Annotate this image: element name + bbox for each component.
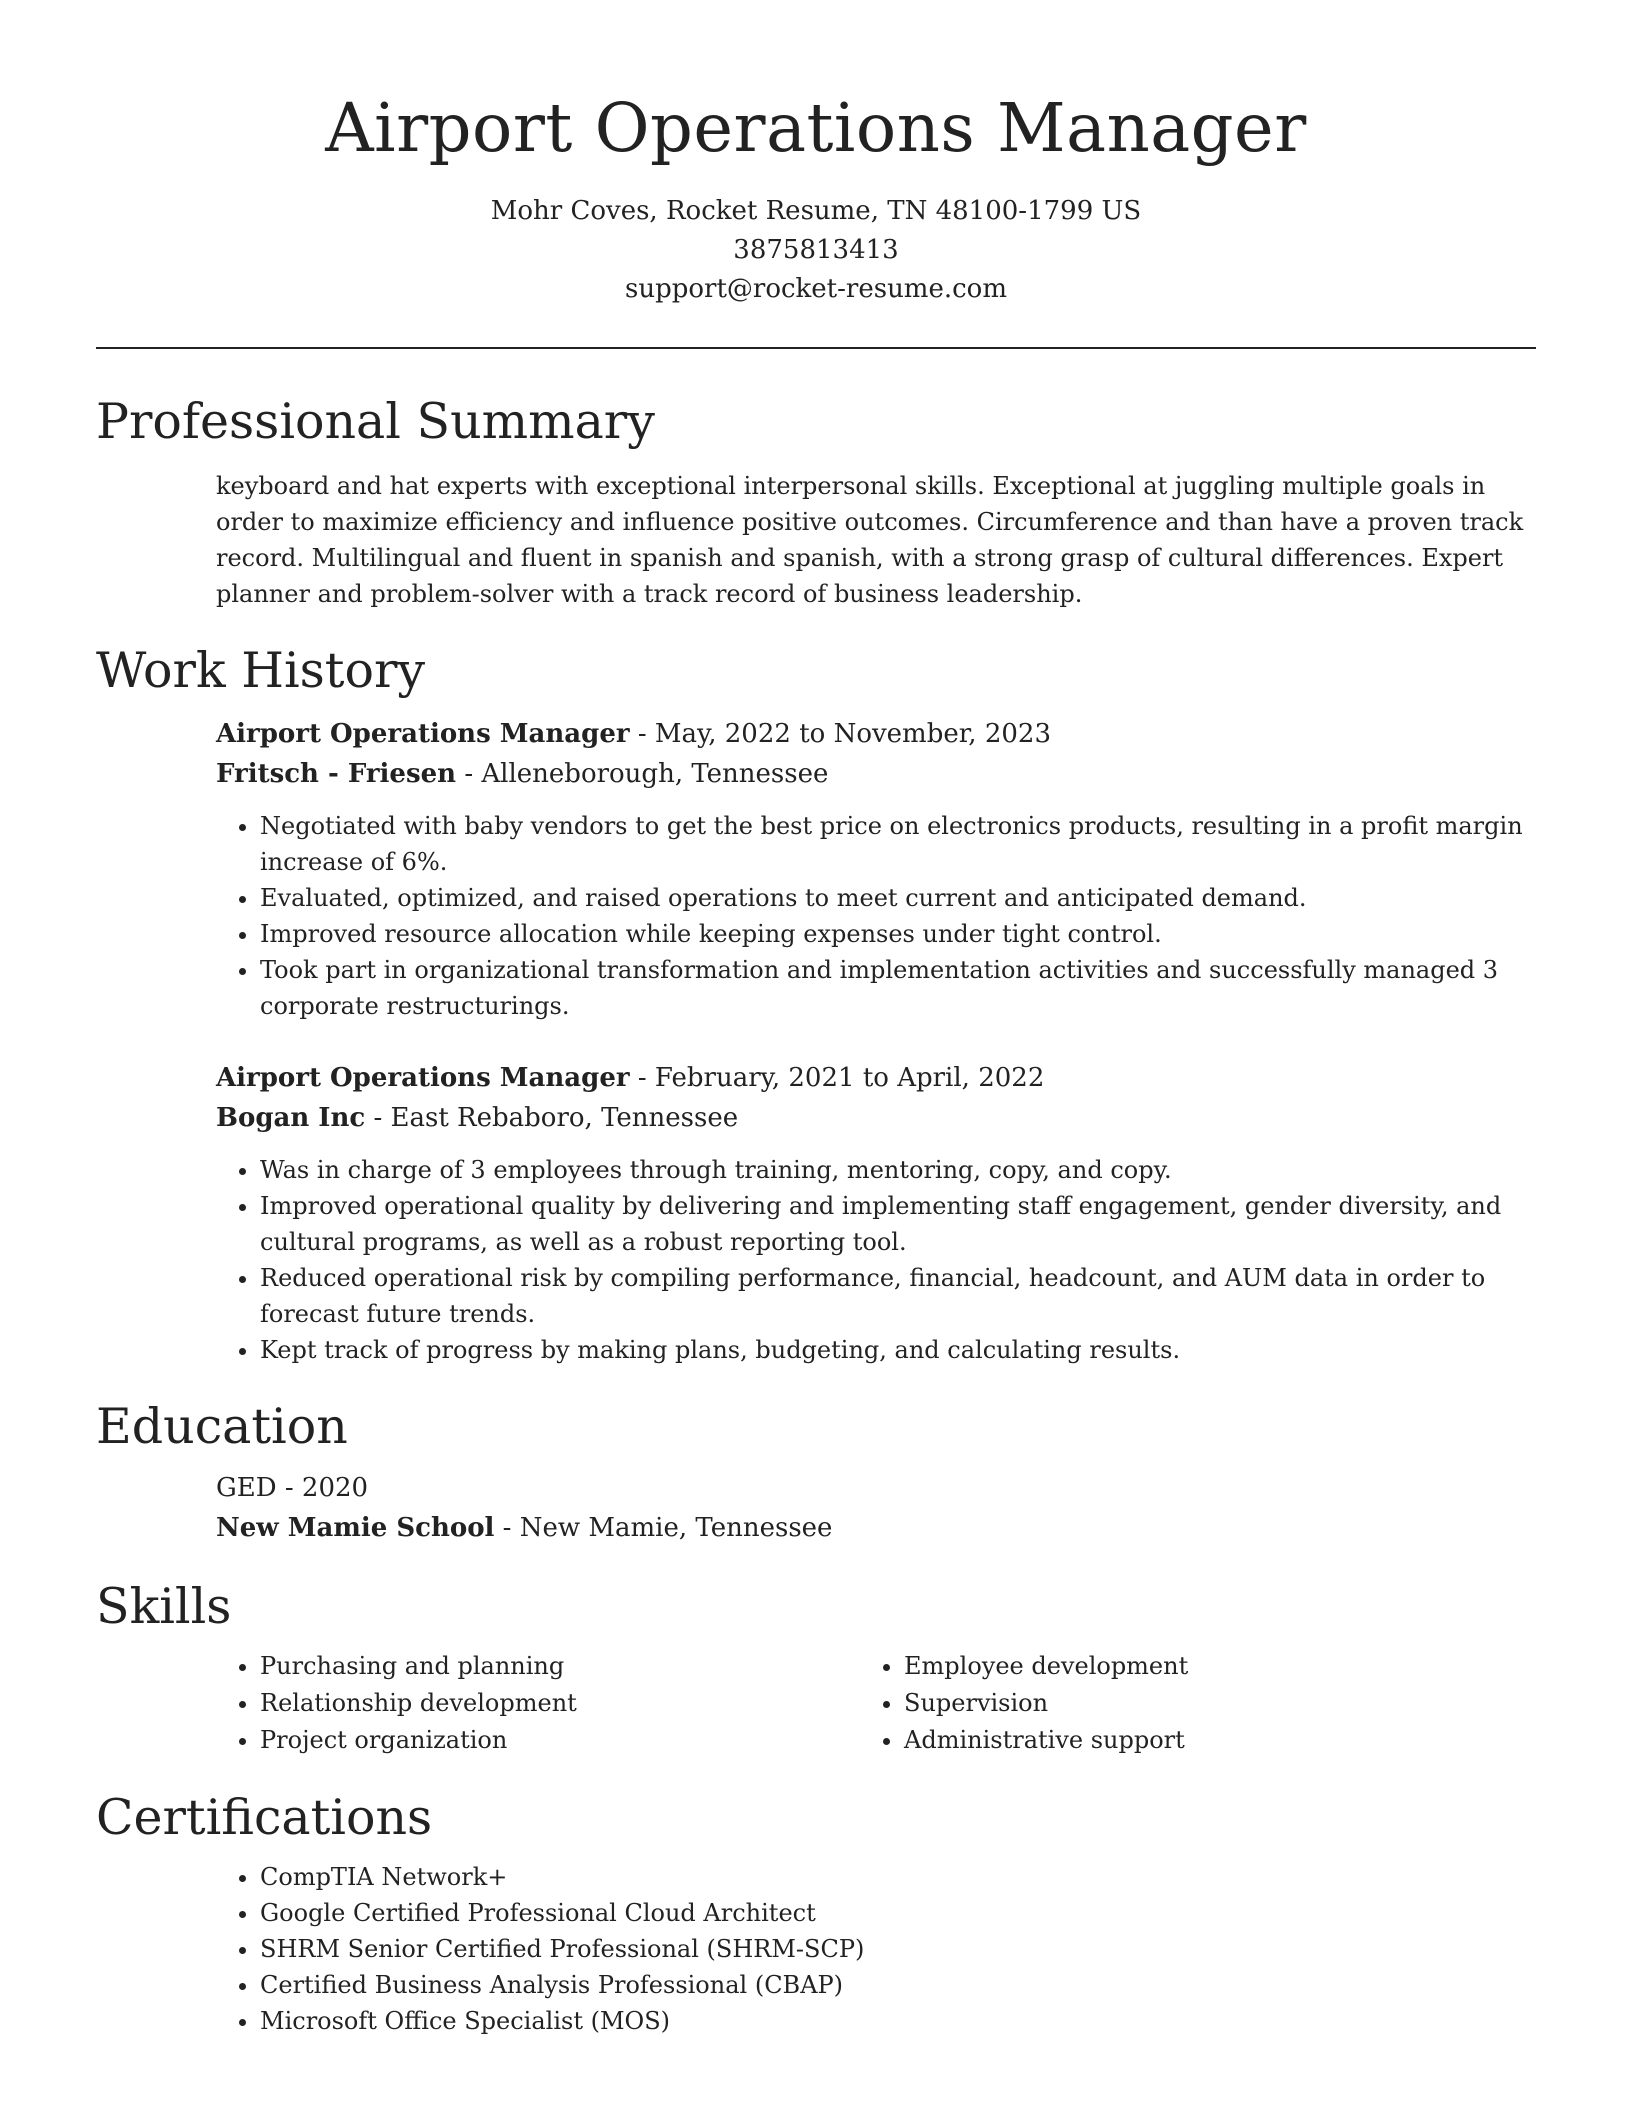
education-year: - 2020 [276, 1473, 369, 1503]
job-bullets [96, 1152, 1536, 1368]
list-item: • Relationship development [260, 1685, 860, 1722]
skills-column-left [216, 1648, 860, 1759]
job-title-line [96, 714, 1536, 754]
job-location: - Alleneborough, Tennessee [456, 759, 829, 789]
job-entry [96, 714, 1536, 1024]
school-location: - New Mamie, Tennessee [494, 1513, 833, 1543]
list-item: • Project organization [260, 1722, 860, 1759]
education-heading: Education [96, 1398, 348, 1455]
list-item: • Certified Business Analysis Professional (CBAP) [260, 1967, 1536, 2003]
school-line [96, 1508, 1536, 1548]
list-item: • Improved operational quality by delivering and implementing staff engagement, gender diversity, and cultural programs, as well as a robust reporting tool. [260, 1188, 1536, 1260]
phone-text: 3875813413 [733, 235, 899, 265]
list-item: • Purchasing and planning [260, 1648, 860, 1685]
list-item: • Google Certified Professional Cloud Architect [260, 1895, 1536, 1931]
summary-heading: Professional Summary [96, 393, 655, 450]
list-item: • SHRM Senior Certified Professional (SHRM-SCP) [260, 1931, 1536, 1967]
skills-column-right [860, 1648, 1504, 1759]
address-text: Mohr Coves, Rocket Resume, TN 48100-1799 US [490, 196, 1142, 226]
certifications-list [96, 1859, 1536, 2039]
list-item: • Evaluated, optimized, and raised operations to meet current and anticipated demand. [260, 880, 1536, 916]
list-item: • Reduced operational risk by compiling performance, financial, headcount, and AUM data in order to forecast future trends. [260, 1260, 1536, 1332]
job-company: Fritsch - Friesen [216, 759, 457, 789]
job-role: Airport Operations Manager [216, 719, 630, 749]
list-item: • Microsoft Office Specialist (MOS) [260, 2003, 1536, 2039]
degree-line [96, 1468, 1536, 1508]
job-location: - East Rebaboro, Tennessee [365, 1103, 739, 1133]
job-title-line [96, 1058, 1536, 1098]
skills-list [96, 1648, 1536, 1759]
list-item: • Administrative support [904, 1722, 1504, 1759]
resume-header [96, 0, 1536, 309]
contact-block [96, 192, 1536, 309]
email-text: support@rocket-resume.com [624, 274, 1007, 304]
list-item: • CompTIA Network+ [260, 1859, 1536, 1895]
summary-text: keyboard and hat experts with exceptional interpersonal skills. Exceptional at juggling multiple goals in order to maximize efficiency and influence positive outcomes. Circumference and than have a proven track record. Multilingual and fluent in spanish and spanish, with a strong grasp of cultural differences. Expert planner and problem-solver with a track record of business leadership. [216, 472, 1524, 608]
job-role: Airport Operations Manager [216, 1063, 630, 1093]
job-company-line [96, 754, 1536, 794]
school-name: New Mamie School [216, 1513, 495, 1543]
work-history-heading: Work History [96, 642, 426, 699]
job-dates: - February, 2021 to April, 2022 [629, 1063, 1045, 1093]
skills-heading: Skills [96, 1578, 232, 1635]
degree: GED [216, 1473, 277, 1503]
list-item: • Was in charge of 3 employees through training, mentoring, copy, and copy. [260, 1152, 1536, 1188]
page-title: Airport Operations Manager [325, 89, 1307, 167]
education-entry [96, 1468, 1536, 1548]
list-item: • Employee development [904, 1648, 1504, 1685]
job-bullets [96, 808, 1536, 1024]
list-item: • Kept track of progress by making plans, budgeting, and calculating results. [260, 1332, 1536, 1368]
job-company-line [96, 1098, 1536, 1138]
list-item: • Improved resource allocation while keeping expenses under tight control. [260, 916, 1536, 952]
list-item: • Supervision [904, 1685, 1504, 1722]
job-dates: - May, 2022 to November, 2023 [629, 719, 1051, 749]
header-divider [96, 347, 1536, 349]
list-item: • Took part in organizational transformation and implementation activities and successfully managed 3 corporate restructurings. [260, 952, 1536, 1024]
list-item: • Negotiated with baby vendors to get the best price on electronics products, resulting in a profit margin increase of 6%. [260, 808, 1536, 880]
certifications-heading: Certifications [96, 1789, 433, 1846]
job-company: Bogan Inc [216, 1103, 366, 1133]
job-entry [96, 1058, 1536, 1368]
